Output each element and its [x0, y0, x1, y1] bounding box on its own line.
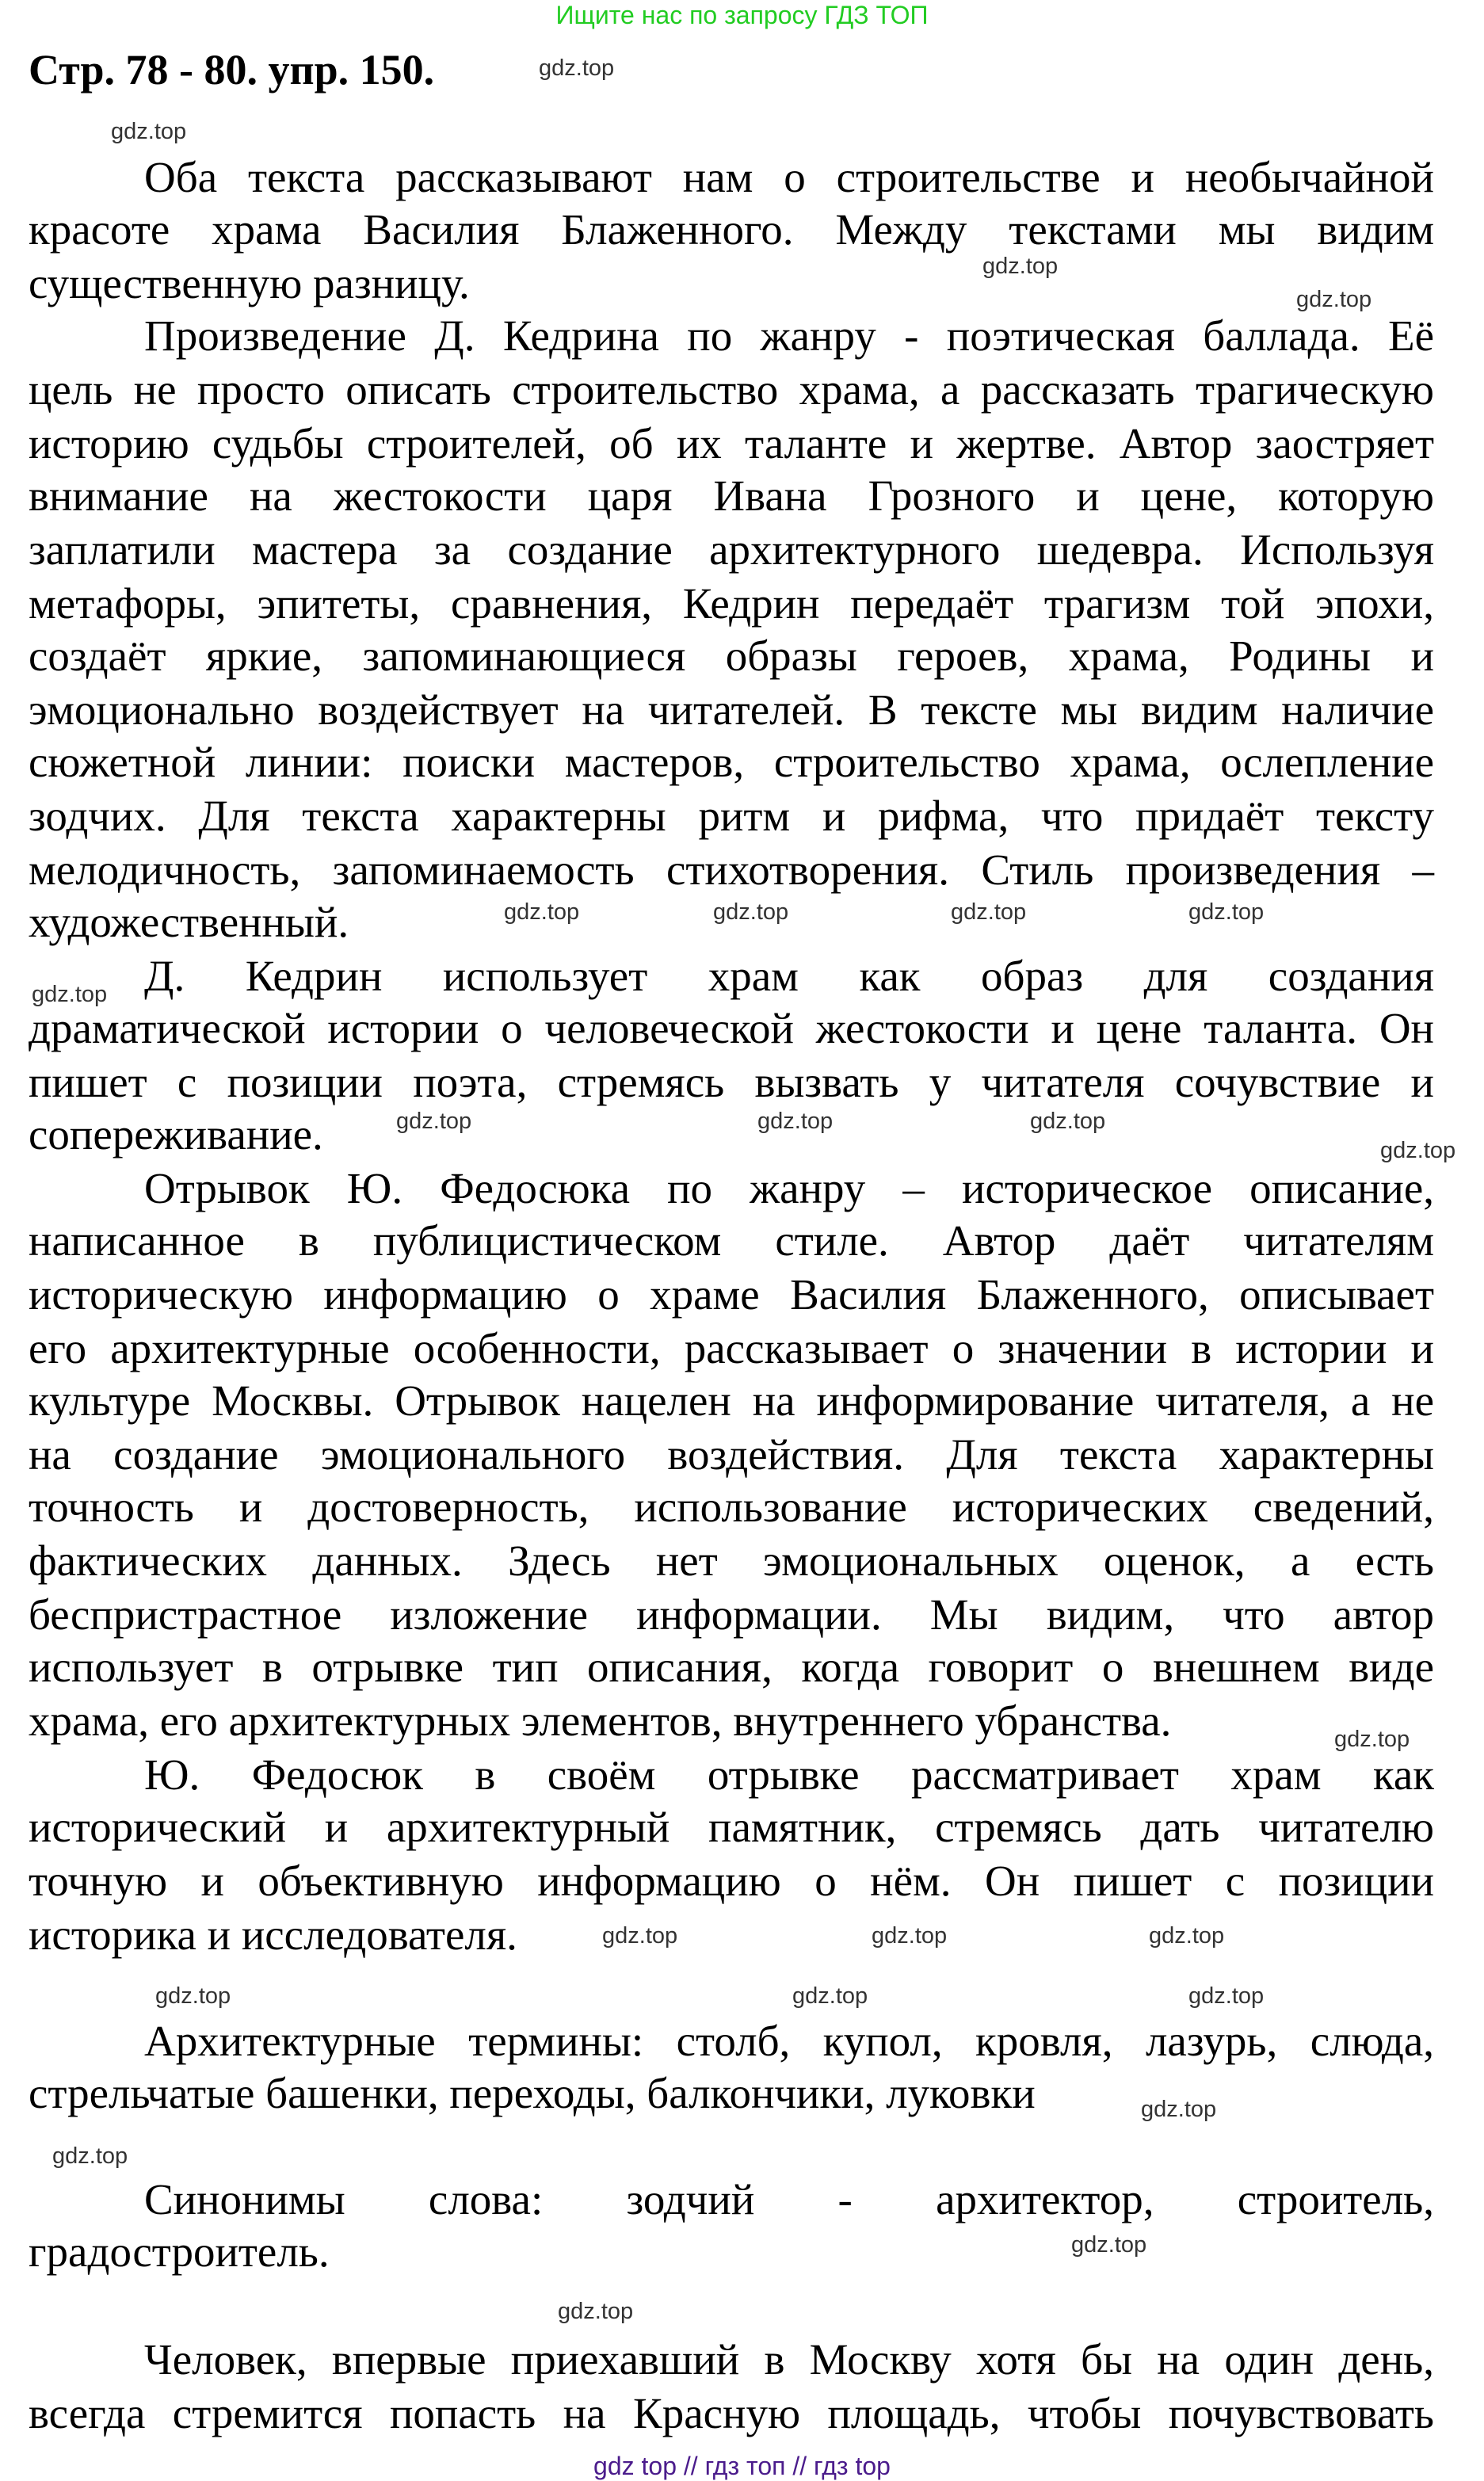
text-line: Архитектурные термины: столб, купол, кровля, лазурь, слюда, [144, 2017, 1434, 2065]
watermark: gdz.top [757, 1109, 834, 1134]
watermark: gdz.top [1071, 2232, 1147, 2258]
text-line: точную и объективную информацию о нём. Он пишет с позиции [29, 1857, 1434, 1905]
text-line: беспристрастное изложение информации. Мы видим, что автор [29, 1590, 1434, 1639]
text-line: эмоционально воздействует на читателей. В тексте мы видим наличие [29, 685, 1434, 734]
text-line: сюжетной линии: поиски мастеров, строительство храма, ослепление [29, 738, 1434, 786]
text-line: мелодичность, запоминаемость стихотворения. Стиль произведения – [29, 845, 1434, 894]
watermark: gdz.top [1380, 1138, 1456, 1163]
text-line: его архитектурные особенности, рассказывает о значении в истории и [29, 1324, 1434, 1372]
text-line: цель не просто описать строительство храма, а рассказать трагическую [29, 365, 1434, 414]
watermark: gdz.top [1141, 2097, 1217, 2122]
text-line: храма, его архитектурных элементов, внутреннего убранства. [29, 1697, 1172, 1745]
text-line: существенную разницу. [29, 259, 470, 307]
watermark: gdz.top [1188, 899, 1265, 925]
watermark: gdz.top [111, 119, 187, 144]
text-line: градостроитель. [29, 2227, 330, 2276]
text-line: точность и достоверность, использование исторических сведений, [29, 1483, 1434, 1531]
text-line: стрельчатые башенки, переходы, балкончики, луковки [29, 2069, 1036, 2117]
watermark: gdz.top [951, 899, 1027, 925]
watermark: gdz.top [539, 55, 615, 81]
watermark: gdz.top [792, 1983, 868, 2009]
text-line: историческую информацию о храме Василия Блаженного, описывает [29, 1270, 1434, 1319]
text-line: использует в отрывке тип описания, когда говорит о внешнем виде [29, 1643, 1434, 1691]
watermark: gdz.top [52, 2143, 128, 2169]
text-line: Синонимы слова: зодчий - архитектор, строитель, [144, 2175, 1434, 2223]
text-line: историка и исследователя. [29, 1910, 517, 1959]
search-banner[interactable]: Ищите нас по запросу ГДЗ ТОП [555, 1, 929, 29]
text-line: на создание эмоционального воздействия. Для текста характерны [29, 1430, 1434, 1479]
watermark: gdz.top [1334, 1727, 1410, 1752]
text-line: красоте храма Василия Блаженного. Между текстами мы видим [29, 205, 1434, 254]
text-line: Ю. Федосюк в своём отрывке рассматривает храм как [144, 1750, 1434, 1799]
watermark: gdz.top [602, 1923, 678, 1949]
text-line: всегда стремится попасть на Красную площадь, чтобы почувствовать [29, 2389, 1434, 2437]
watermark: gdz.top [155, 1983, 231, 2009]
watermark: gdz.top [1149, 1923, 1225, 1949]
text-line: исторический и архитектурный памятник, стремясь дать читателю [29, 1803, 1434, 1851]
text-line: внимание на жестокости царя Ивана Грозного и цене, которую [29, 471, 1434, 520]
text-line: историю судьбы строителей, об их таланте и жертве. Автор заостряет [29, 419, 1434, 468]
watermark: gdz.top [558, 2299, 634, 2324]
text-line: Человек, впервые приехавший в Москву хотя бы на один день, [144, 2335, 1434, 2384]
text-line: зодчих. Для текста характерны ритм и рифма, что придаёт тексту [29, 792, 1434, 840]
text-line: сопереживание. [29, 1110, 323, 1158]
watermark: gdz.top [396, 1109, 472, 1134]
text-line: метафоры, эпитеты, сравнения, Кедрин передаёт трагизм той эпохи, [29, 579, 1434, 628]
page-title: Стр. 78 - 80. упр. 150. [29, 46, 435, 94]
text-line: Произведение Д. Кедрина по жанру - поэтическая баллада. Её [144, 311, 1434, 360]
watermark: gdz.top [32, 982, 108, 1007]
watermark: gdz.top [982, 254, 1059, 279]
watermark: gdz.top [1188, 1983, 1265, 2009]
text-line: художественный. [29, 898, 349, 946]
text-line: Д. Кедрин использует храм как образ для создания [144, 952, 1434, 1000]
watermark: gdz.top [872, 1923, 948, 1949]
watermark: gdz.top [1296, 287, 1372, 312]
text-line: создаёт яркие, запоминающиеся образы героев, храма, Родины и [29, 632, 1434, 680]
watermark: gdz.top [504, 899, 580, 925]
text-line: фактических данных. Здесь нет эмоциональных оценок, а есть [29, 1536, 1434, 1585]
text-line: пишет с позиции поэта, стремясь вызвать у читателя сочувствие и [29, 1058, 1434, 1106]
watermark: gdz.top [713, 899, 789, 925]
text-line: драматической истории о человеческой жестокости и цене таланта. Он [29, 1004, 1434, 1052]
text-line: Отрывок Ю. Федосюка по жанру – историческое описание, [144, 1164, 1434, 1212]
text-line: Оба текста рассказывают нам о строительстве и необычайной [144, 153, 1434, 201]
text-line: написанное в публицистическом стиле. Автор даёт читателям [29, 1216, 1434, 1265]
footer-link[interactable]: gdz top // гдз топ // гдз top [593, 2452, 891, 2480]
text-line: культуре Москвы. Отрывок нацелен на информирование читателя, а не [29, 1376, 1434, 1425]
watermark: gdz.top [1030, 1109, 1106, 1134]
text-line: заплатили мастера за создание архитектурного шедевра. Используя [29, 525, 1434, 574]
